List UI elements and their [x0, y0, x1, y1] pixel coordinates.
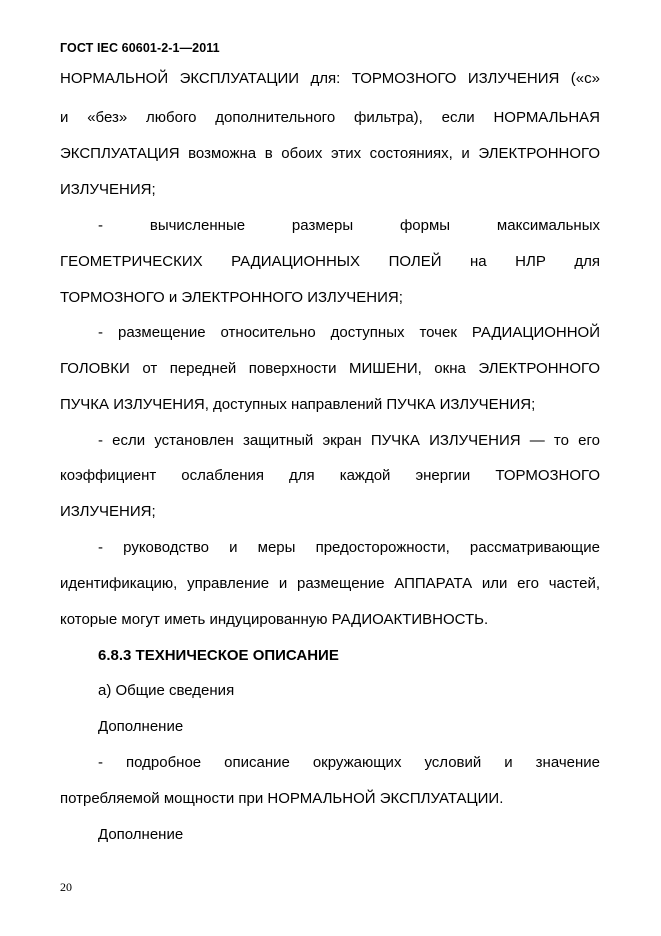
- body-line: НОРМАЛЬНОЙ ЭКСПЛУАТАЦИИ для: ТОРМОЗНОГО ИЗЛУЧЕНИЯ («с»: [60, 70, 600, 87]
- addition-label: Дополнение: [98, 718, 184, 735]
- body-line: ГЕОМЕТРИЧЕСКИХ РАДИАЦИОННЫХ ПОЛЕЙ на НЛР для: [60, 253, 600, 270]
- document-header: ГОСТ IEC 60601-2-1—2011: [60, 41, 220, 55]
- section-heading: 6.8.3 ТЕХНИЧЕСКОЕ ОПИСАНИЕ: [98, 647, 339, 664]
- list-item-line: - если установлен защитный экран ПУЧКА ИЗЛУЧЕНИЯ — то его: [98, 432, 600, 449]
- body-line: которые могут иметь индуцированную РАДИОАКТИВНОСТЬ.: [60, 611, 489, 628]
- list-item-line: - размещение относительно доступных точек РАДИАЦИОННОЙ: [98, 324, 600, 341]
- list-item-line: - руководство и меры предосторожности, рассматривающие: [98, 539, 600, 556]
- subsection-heading: a) Общие сведения: [98, 682, 235, 699]
- body-line: ГОЛОВКИ от передней поверхности МИШЕНИ, окна ЭЛЕКТРОННОГО: [60, 360, 600, 377]
- body-line: коэффициент ослабления для каждой энергии ТОРМОЗНОГО: [60, 467, 600, 484]
- body-line: ИЗЛУЧЕНИЯ;: [60, 181, 156, 198]
- body-line: потребляемой мощности при НОРМАЛЬНОЙ ЭКСПЛУАТАЦИИ.: [60, 790, 504, 807]
- list-item-line: - вычисленные размеры формы максимальных: [98, 217, 600, 234]
- body-line: и «без» любого дополнительного фильтра), если НОРМАЛЬНАЯ: [60, 109, 600, 126]
- addition-label: Дополнение: [98, 826, 184, 843]
- body-line: ТОРМОЗНОГО и ЭЛЕКТРОННОГО ИЗЛУЧЕНИЯ;: [60, 289, 403, 306]
- body-line: ИЗЛУЧЕНИЯ;: [60, 503, 156, 520]
- body-line: ЭКСПЛУАТАЦИЯ возможна в обоих этих состояниях, и ЭЛЕКТРОННОГО: [60, 145, 600, 162]
- body-line: ПУЧКА ИЗЛУЧЕНИЯ, доступных направлений ПУЧКА ИЗЛУЧЕНИЯ;: [60, 396, 536, 413]
- body-line: идентификацию, управление и размещение АППАРАТА или его частей,: [60, 575, 600, 592]
- list-item-line: - подробное описание окружающих условий и значение: [98, 754, 600, 771]
- page-number: 20: [60, 880, 72, 894]
